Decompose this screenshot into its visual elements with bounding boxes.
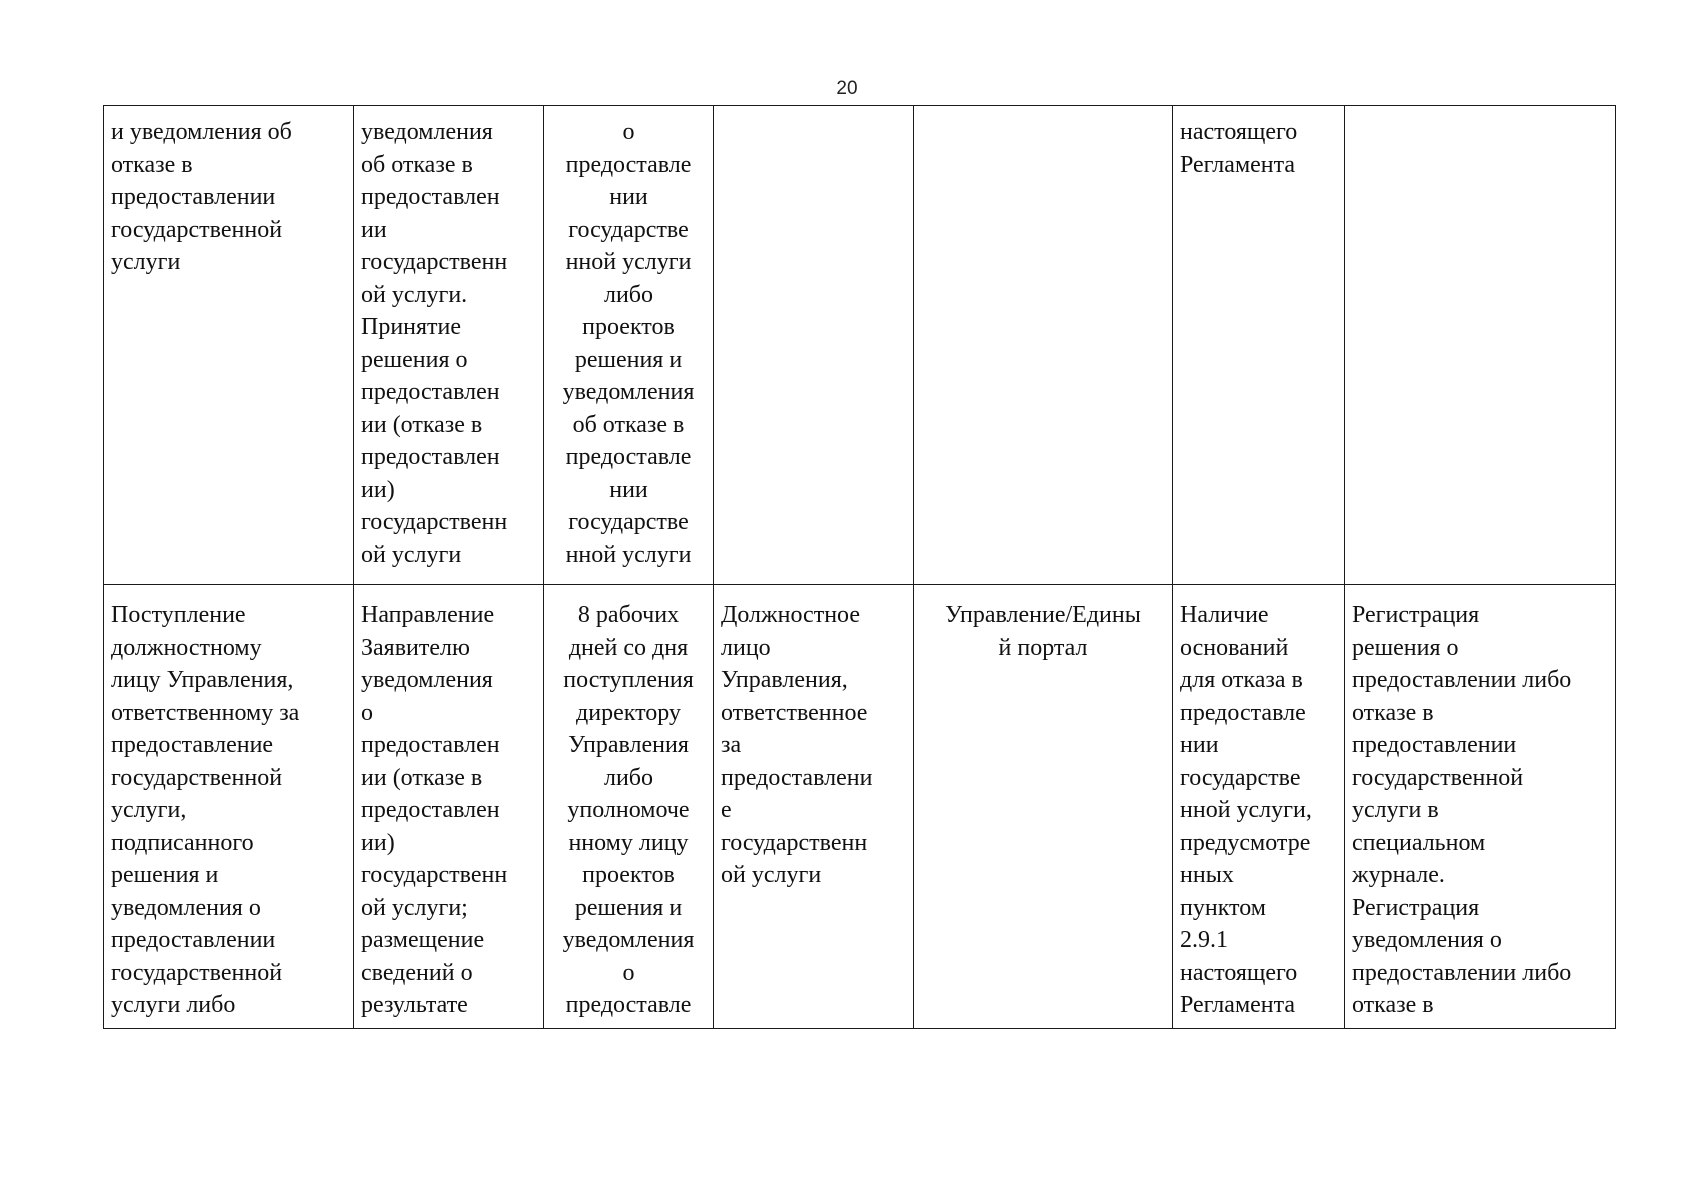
table-cell-place xyxy=(914,106,1173,585)
table-cell-term: о предоставле нии государстве нной услуги либо проектов решения и уведомления об отказе в предоставле нии государстве нной услуги xyxy=(544,106,714,585)
table-cell-result xyxy=(1345,106,1616,585)
table-cell-result: Регистрация решения о предоставлении либо отказе в предоставлении государственной услуги в специальном журнале. Регистрация уведомления о предоставлении либо отказе в xyxy=(1345,585,1616,1029)
table-cell-criteria: Наличие оснований для отказа в предоставле нии государстве нной услуги, предусмотре нных пунктом 2.9.1 настоящего Регламента xyxy=(1173,585,1345,1029)
table-row xyxy=(104,106,1616,585)
table-cell-procedure: и уведомления об отказе в предоставлении государственной услуги xyxy=(104,106,354,585)
regulation-table xyxy=(103,105,1616,1029)
table-cell-content: Направление Заявителю уведомления о предоставлен ии (отказе в предоставлен ии) государственн ой услуги; размещение сведений о результате xyxy=(354,585,544,1029)
table-cell-content: уведомления об отказе в предоставлен ии государственн ой услуги. Принятие решения о предоставлен ии (отказе в предоставлен ии) государственн ой услуги xyxy=(354,106,544,585)
table-cell-term: 8 рабочих дней со дня поступления директору Управления либо уполномоче нному лицу проектов решения и уведомления о предоставле xyxy=(544,585,714,1029)
table-cell-criteria: настоящего Регламента xyxy=(1173,106,1345,585)
page-number: 20 xyxy=(836,78,858,99)
table-cell-responsible: Должностное лицо Управления, ответственное за предоставлени е государственн ой услуги xyxy=(714,585,914,1029)
table-cell-place: Управление/Едины й портал xyxy=(914,585,1173,1029)
table-cell-procedure: Поступление должностному лицу Управления, ответственному за предоставление государственной услуги, подписанного решения и уведомления о предоставлении государственной услуги либо xyxy=(104,585,354,1029)
table-cell-responsible xyxy=(714,106,914,585)
table-row xyxy=(104,585,1616,1029)
